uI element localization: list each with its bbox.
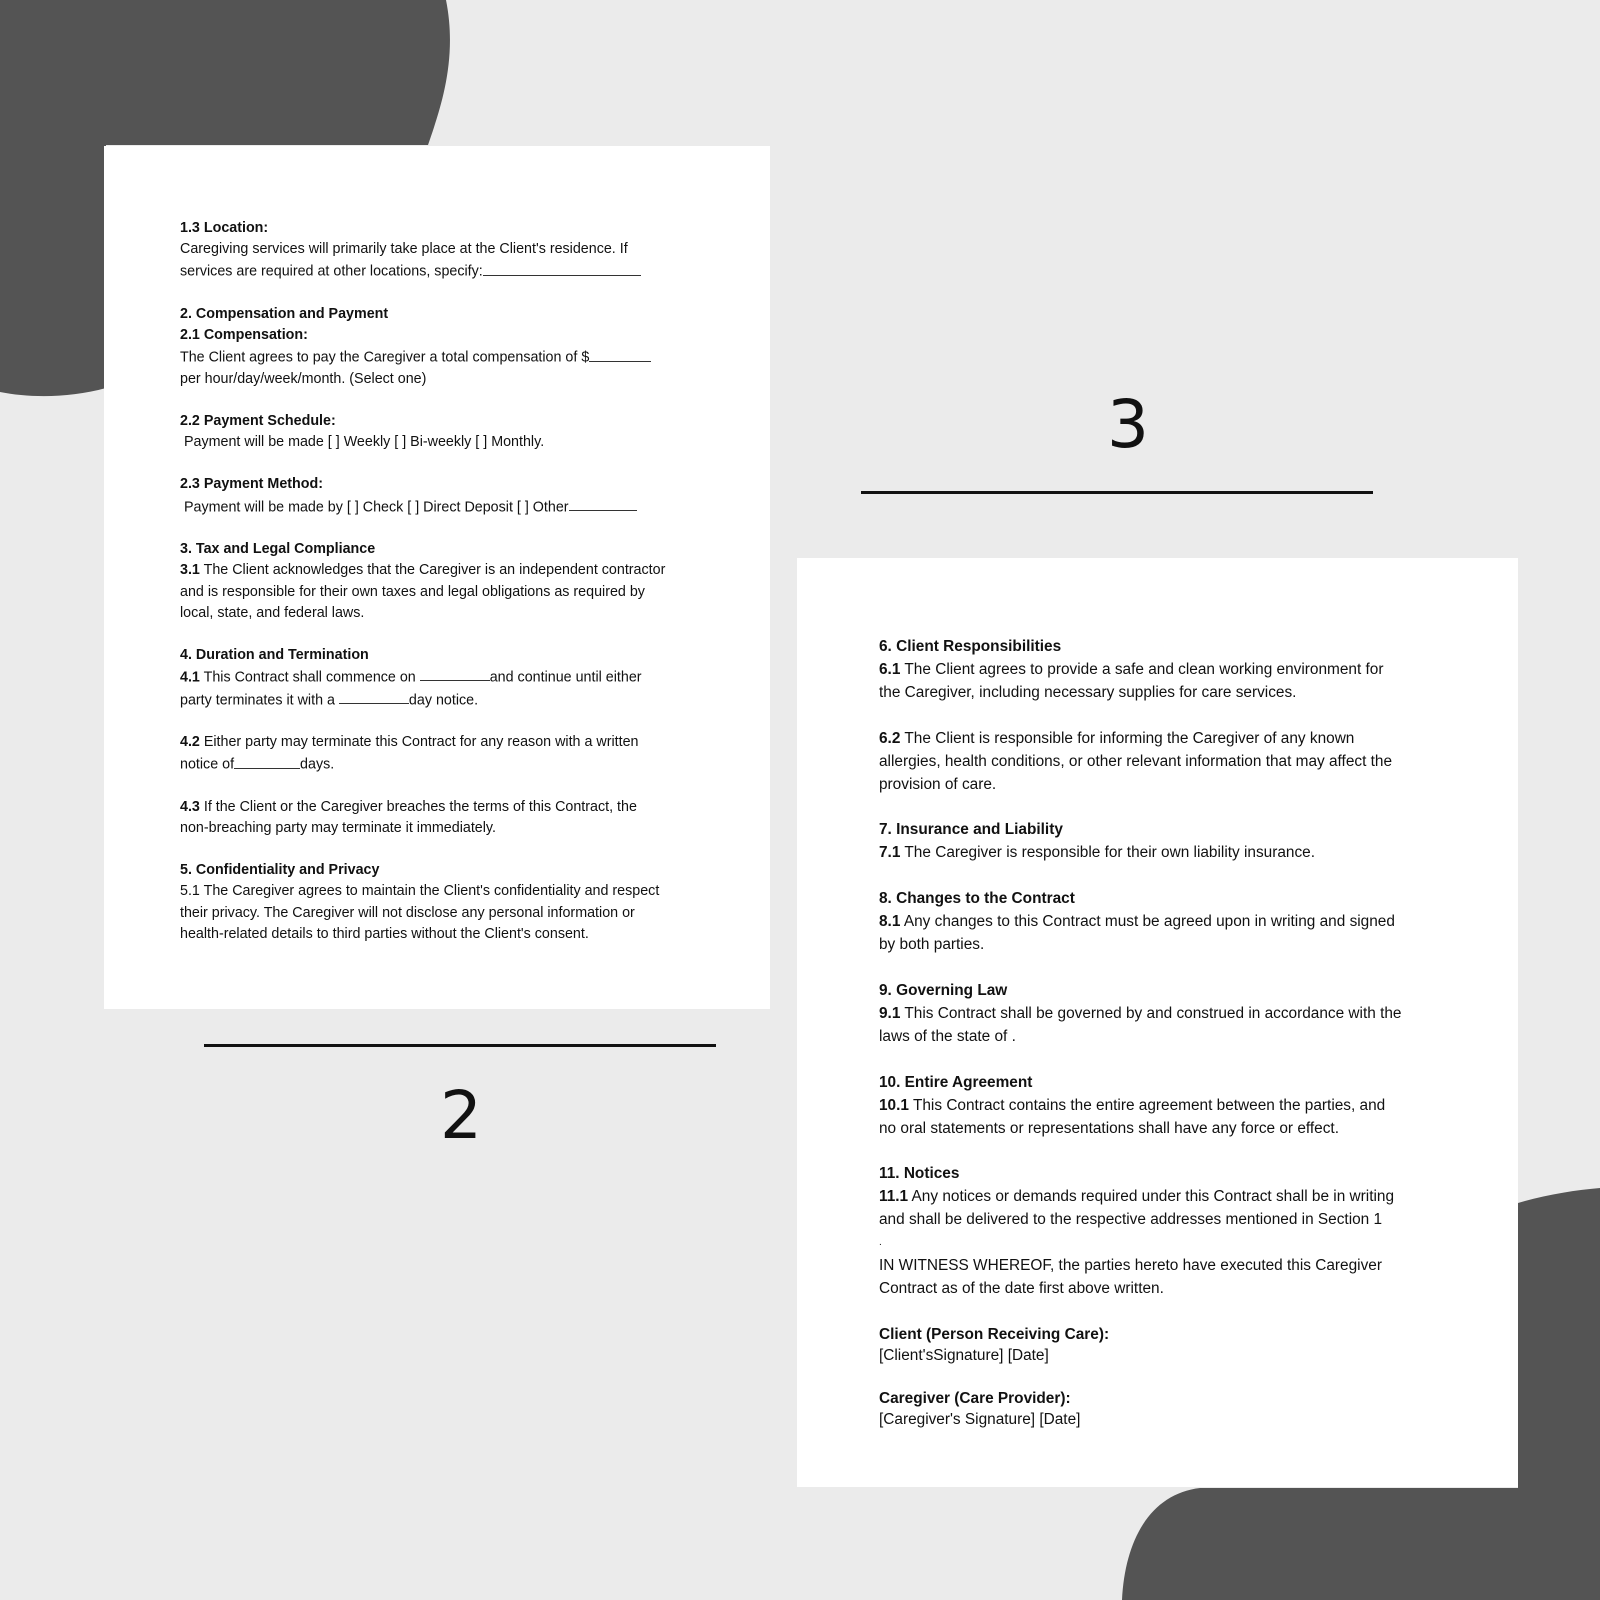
clause-number: 8.1 bbox=[879, 913, 901, 931]
clause-number: 4.3 bbox=[180, 798, 200, 815]
section-11-title: 11. Notices bbox=[879, 1165, 960, 1183]
text-line: The Client agrees to pay the Caregiver a total compensation of $ bbox=[180, 349, 590, 366]
witness-line: Contract as of the date first above written. bbox=[879, 1279, 1164, 1297]
section-9-title: 9. Governing Law bbox=[879, 981, 1008, 999]
other-method-blank bbox=[569, 496, 637, 511]
commence-date-blank bbox=[420, 666, 490, 681]
text-line: notice of bbox=[180, 756, 235, 773]
text-line: provision of care. bbox=[879, 775, 997, 793]
text-line: Either party may terminate this Contract for any reason with a written bbox=[199, 734, 639, 751]
text-line: per hour/day/week/month. (Select one) bbox=[180, 370, 427, 387]
document-page-3 bbox=[797, 558, 1518, 1487]
text-line: The Client agrees to provide a safe and clean working environment for bbox=[900, 660, 1384, 678]
clause-number: 11.1 bbox=[879, 1188, 909, 1206]
section-8-title: 8. Changes to the Contract bbox=[879, 890, 1075, 908]
caregiver-signature-title: Caregiver (Care Provider): bbox=[879, 1389, 1071, 1407]
clause-number: 3.1 bbox=[180, 562, 200, 579]
clause-number: 4.2 bbox=[180, 734, 200, 751]
page-number-3: 3 bbox=[1107, 386, 1149, 463]
text-line: days. bbox=[300, 756, 335, 773]
text-line: . bbox=[879, 1237, 882, 1249]
page-2-divider bbox=[204, 1044, 716, 1047]
section-6-title: 6. Client Responsibilities bbox=[879, 638, 1062, 655]
clause-number: 6.2 bbox=[879, 729, 901, 747]
witness-line: IN WITNESS WHEREOF, the parties hereto have executed this Caregiver bbox=[879, 1257, 1382, 1275]
text-line: health-related details to third parties without the Client's consent. bbox=[180, 925, 589, 942]
text-line: Payment will be made [ ] Weekly [ ] Bi-weekly [ ] Monthly. bbox=[180, 434, 545, 451]
text-line: laws of the state of . bbox=[879, 1027, 1016, 1045]
location-blank bbox=[483, 260, 641, 275]
text-line: This Contract contains the entire agreement between the parties, and bbox=[908, 1096, 1386, 1114]
section-2-1-title: 2.1 Compensation: bbox=[180, 327, 308, 344]
page-3-divider bbox=[861, 491, 1373, 494]
notice-days-blank bbox=[339, 689, 409, 704]
client-signature-line: [Client'sSignature] [Date] bbox=[879, 1346, 1049, 1364]
section-10-title: 10. Entire Agreement bbox=[879, 1073, 1033, 1091]
text-line: The Client acknowledges that the Caregiver is an independent contractor bbox=[199, 562, 666, 579]
page-2-content bbox=[180, 218, 700, 945]
clause-number: 7.1 bbox=[879, 844, 901, 862]
text-line: The Caregiver is responsible for their own liability insurance. bbox=[900, 844, 1316, 862]
text-line: party terminates it with a bbox=[180, 691, 339, 708]
text-line: and continue until either bbox=[489, 669, 642, 686]
clause-number: 10.1 bbox=[879, 1096, 909, 1114]
text-line: Payment will be made by [ ] Check [ ] Direct Deposit [ ] Other bbox=[180, 498, 569, 515]
text-line: non-breaching party may terminate it immediately. bbox=[180, 820, 496, 837]
text-line: Any notices or demands required under this Contract shall be in writing bbox=[908, 1188, 1395, 1206]
text-line: no oral statements or representations shall have any force or effect. bbox=[879, 1119, 1339, 1137]
caregiver-signature-line: [Caregiver's Signature] [Date] bbox=[879, 1410, 1081, 1428]
text-line: local, state, and federal laws. bbox=[180, 604, 365, 621]
page-3-content bbox=[879, 636, 1448, 1429]
document-page-2 bbox=[104, 146, 770, 1009]
text-line: services are required at other locations, specify: bbox=[180, 263, 483, 280]
text-line: the Caregiver, including necessary supplies for care services. bbox=[879, 683, 1297, 701]
section-4-title: 4. Duration and Termination bbox=[180, 646, 369, 663]
clause-number: 9.1 bbox=[879, 1004, 901, 1022]
page-number-2: 2 bbox=[440, 1077, 482, 1154]
section-7-title: 7. Insurance and Liability bbox=[879, 821, 1063, 839]
text-line: by both parties. bbox=[879, 936, 985, 954]
text-line: 5.1 The Caregiver agrees to maintain the Client's confidentiality and respect bbox=[180, 883, 660, 900]
clause-number: 4.1 bbox=[180, 669, 200, 686]
text-line: The Client is responsible for informing the Caregiver of any known bbox=[900, 729, 1355, 747]
section-5-title: 5. Confidentiality and Privacy bbox=[180, 862, 380, 879]
section-1-3-title: 1.3 Location: bbox=[180, 220, 269, 236]
section-2-2-title: 2.2 Payment Schedule: bbox=[180, 413, 336, 430]
compensation-blank bbox=[589, 346, 651, 361]
text-line: This Contract shall be governed by and construed in accordance with the bbox=[900, 1004, 1402, 1022]
text-line: If the Client or the Caregiver breaches the terms of this Contract, the bbox=[199, 798, 637, 815]
section-2-title: 2. Compensation and Payment bbox=[180, 305, 389, 322]
client-signature-title: Client (Person Receiving Care): bbox=[879, 1325, 1110, 1343]
text-line: and is responsible for their own taxes and legal obligations as required by bbox=[180, 583, 645, 600]
text-line: Caregiving services will primarily take place at the Client's residence. If bbox=[180, 241, 628, 258]
written-notice-blank bbox=[234, 753, 300, 768]
text-line: and shall be delivered to the respective addresses mentioned in Section 1 bbox=[879, 1211, 1383, 1229]
text-line: their privacy. The Caregiver will not disclose any personal information or bbox=[180, 904, 635, 921]
text-line: day notice. bbox=[408, 691, 479, 708]
text-line: Any changes to this Contract must be agreed upon in writing and signed bbox=[900, 913, 1395, 931]
clause-number: 6.1 bbox=[879, 660, 901, 678]
text-line: This Contract shall commence on bbox=[199, 669, 420, 686]
section-2-3-title: 2.3 Payment Method: bbox=[180, 476, 323, 493]
section-3-title: 3. Tax and Legal Compliance bbox=[180, 541, 376, 558]
text-line: allergies, health conditions, or other relevant information that may affect the bbox=[879, 752, 1393, 770]
